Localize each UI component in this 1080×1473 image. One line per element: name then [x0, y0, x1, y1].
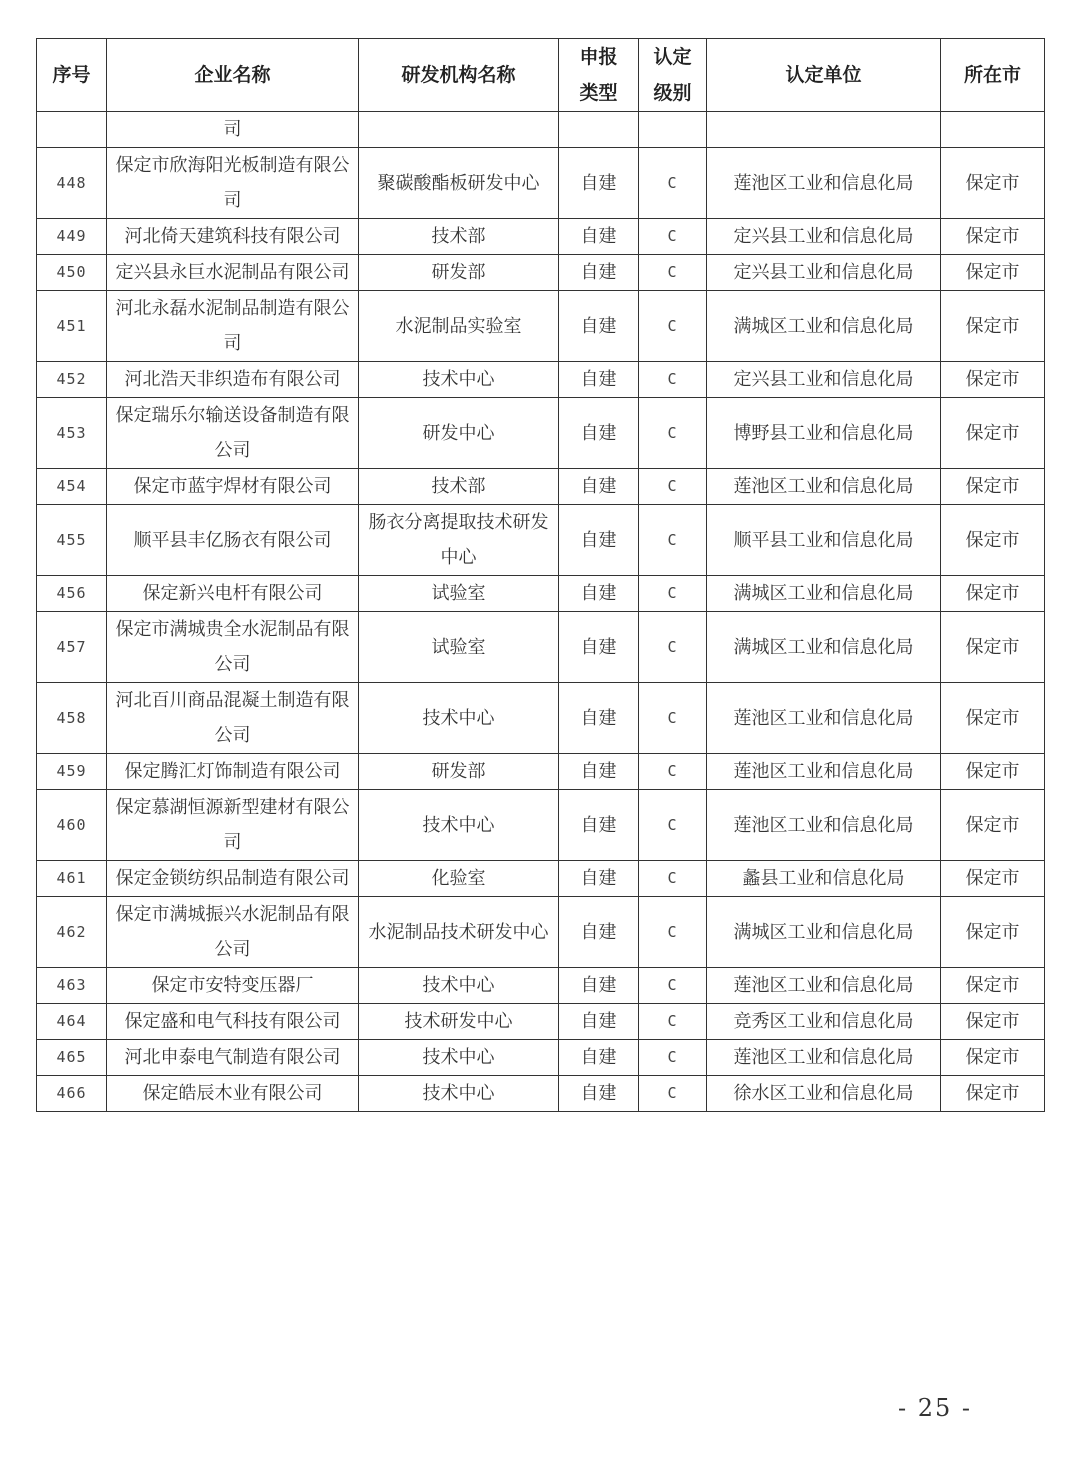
cell-seq — [37, 112, 107, 148]
table-row — [37, 505, 1045, 576]
cell-authority: 竞秀区工业和信息化局 — [707, 1004, 941, 1040]
header-row — [37, 39, 1045, 112]
cell-institution: 技术中心 — [359, 1040, 559, 1076]
cell-authority: 蠡县工业和信息化局 — [707, 861, 941, 897]
table-row — [37, 897, 1045, 968]
cell-authority: 满城区工业和信息化局 — [707, 576, 941, 612]
cell-city: 保定市 — [941, 576, 1045, 612]
cell-city: 保定市 — [941, 469, 1045, 505]
continuation-row — [37, 112, 1045, 148]
cell-company: 河北倚天建筑科技有限公司 — [107, 219, 359, 255]
cell-seq: 466 — [37, 1076, 107, 1112]
cell-company: 保定瑞乐尔输送设备制造有限公司 — [107, 398, 359, 469]
cell-company: 保定市欣海阳光板制造有限公司 — [107, 148, 359, 219]
table-row — [37, 1076, 1045, 1112]
cell-level: C — [639, 362, 707, 398]
cell-seq: 454 — [37, 469, 107, 505]
cell-institution: 研发部 — [359, 754, 559, 790]
cell-authority: 定兴县工业和信息化局 — [707, 362, 941, 398]
cell-type: 自建 — [559, 148, 639, 219]
cell-authority: 满城区工业和信息化局 — [707, 897, 941, 968]
cell-company: 保定市满城振兴水泥制品有限公司 — [107, 897, 359, 968]
cell-type: 自建 — [559, 469, 639, 505]
cell-level: C — [639, 790, 707, 861]
cell-type: 自建 — [559, 291, 639, 362]
cell-level: C — [639, 505, 707, 576]
cell-company: 保定皓辰木业有限公司 — [107, 1076, 359, 1112]
cell-level: C — [639, 576, 707, 612]
table-row — [37, 861, 1045, 897]
table-row — [37, 968, 1045, 1004]
cell-city: 保定市 — [941, 861, 1045, 897]
cell-authority: 莲池区工业和信息化局 — [707, 1040, 941, 1076]
cell-seq: 451 — [37, 291, 107, 362]
cell-institution: 技术部 — [359, 219, 559, 255]
cell-authority: 满城区工业和信息化局 — [707, 612, 941, 683]
cell-institution: 技术中心 — [359, 790, 559, 861]
cell-authority: 莲池区工业和信息化局 — [707, 968, 941, 1004]
cell-seq: 453 — [37, 398, 107, 469]
cell-authority: 顺平县工业和信息化局 — [707, 505, 941, 576]
cell-seq: 457 — [37, 612, 107, 683]
cell-level: C — [639, 398, 707, 469]
table-row — [37, 1004, 1045, 1040]
cell-type: 自建 — [559, 897, 639, 968]
cell-seq: 461 — [37, 861, 107, 897]
cell-city — [941, 112, 1045, 148]
cell-type: 自建 — [559, 1076, 639, 1112]
cell-seq: 448 — [37, 148, 107, 219]
cell-city: 保定市 — [941, 219, 1045, 255]
cell-authority: 定兴县工业和信息化局 — [707, 255, 941, 291]
cell-company: 司 — [107, 112, 359, 148]
cell-type: 自建 — [559, 576, 639, 612]
cell-type: 自建 — [559, 683, 639, 754]
cell-city: 保定市 — [941, 291, 1045, 362]
table-row — [37, 612, 1045, 683]
cell-institution: 技术中心 — [359, 968, 559, 1004]
cell-level: C — [639, 291, 707, 362]
cell-company: 保定市蓝宇焊材有限公司 — [107, 469, 359, 505]
cell-authority: 博野县工业和信息化局 — [707, 398, 941, 469]
cell-company: 保定市安特变压器厂 — [107, 968, 359, 1004]
cell-company: 保定腾汇灯饰制造有限公司 — [107, 754, 359, 790]
cell-type: 自建 — [559, 505, 639, 576]
cell-level — [639, 112, 707, 148]
cell-authority: 莲池区工业和信息化局 — [707, 754, 941, 790]
cell-city: 保定市 — [941, 897, 1045, 968]
cell-seq: 452 — [37, 362, 107, 398]
cell-city: 保定市 — [941, 148, 1045, 219]
cell-city: 保定市 — [941, 1004, 1045, 1040]
cell-seq: 464 — [37, 1004, 107, 1040]
table-row — [37, 291, 1045, 362]
cell-seq: 450 — [37, 255, 107, 291]
cell-company: 河北浩天非织造布有限公司 — [107, 362, 359, 398]
cell-seq: 460 — [37, 790, 107, 861]
cell-city: 保定市 — [941, 612, 1045, 683]
cell-city: 保定市 — [941, 398, 1045, 469]
cell-company: 河北申泰电气制造有限公司 — [107, 1040, 359, 1076]
cell-type: 自建 — [559, 612, 639, 683]
cell-level: C — [639, 148, 707, 219]
header-seq: 序号 — [37, 39, 107, 112]
cell-company: 河北百川商品混凝土制造有限公司 — [107, 683, 359, 754]
header-level: 认定 级别 — [639, 39, 707, 112]
cell-institution: 水泥制品技术研发中心 — [359, 897, 559, 968]
cell-seq: 459 — [37, 754, 107, 790]
cell-institution: 技术中心 — [359, 683, 559, 754]
cell-authority: 莲池区工业和信息化局 — [707, 148, 941, 219]
table-row — [37, 219, 1045, 255]
cell-level: C — [639, 754, 707, 790]
cell-level: C — [639, 469, 707, 505]
cell-level: C — [639, 1076, 707, 1112]
cell-city: 保定市 — [941, 1076, 1045, 1112]
table-row — [37, 148, 1045, 219]
cell-institution: 研发部 — [359, 255, 559, 291]
cell-level: C — [639, 683, 707, 754]
cell-type: 自建 — [559, 362, 639, 398]
cell-institution: 技术部 — [359, 469, 559, 505]
cell-city: 保定市 — [941, 683, 1045, 754]
cell-city: 保定市 — [941, 754, 1045, 790]
header-type: 申报 类型 — [559, 39, 639, 112]
cell-level: C — [639, 897, 707, 968]
cell-seq: 456 — [37, 576, 107, 612]
cell-seq: 463 — [37, 968, 107, 1004]
cell-level: C — [639, 1004, 707, 1040]
cell-company: 保定市满城贵全水泥制品有限公司 — [107, 612, 359, 683]
cell-seq: 462 — [37, 897, 107, 968]
cell-authority: 莲池区工业和信息化局 — [707, 790, 941, 861]
table-row — [37, 1040, 1045, 1076]
cell-city: 保定市 — [941, 505, 1045, 576]
cell-institution: 技术中心 — [359, 1076, 559, 1112]
cell-institution — [359, 112, 559, 148]
cell-institution: 试验室 — [359, 576, 559, 612]
cell-type: 自建 — [559, 398, 639, 469]
cell-type: 自建 — [559, 1004, 639, 1040]
header-company: 企业名称 — [107, 39, 359, 112]
cell-institution: 水泥制品实验室 — [359, 291, 559, 362]
cell-institution: 研发中心 — [359, 398, 559, 469]
records-table — [36, 38, 1045, 1112]
cell-type: 自建 — [559, 255, 639, 291]
cell-authority: 莲池区工业和信息化局 — [707, 683, 941, 754]
cell-authority: 满城区工业和信息化局 — [707, 291, 941, 362]
cell-institution: 化验室 — [359, 861, 559, 897]
header-institution: 研发机构名称 — [359, 39, 559, 112]
cell-authority — [707, 112, 941, 148]
cell-level: C — [639, 219, 707, 255]
table-row — [37, 790, 1045, 861]
cell-institution: 试验室 — [359, 612, 559, 683]
cell-city: 保定市 — [941, 968, 1045, 1004]
cell-city: 保定市 — [941, 362, 1045, 398]
cell-seq: 465 — [37, 1040, 107, 1076]
cell-seq: 449 — [37, 219, 107, 255]
cell-institution: 技术研发中心 — [359, 1004, 559, 1040]
cell-type: 自建 — [559, 1040, 639, 1076]
cell-company: 保定新兴电杆有限公司 — [107, 576, 359, 612]
cell-level: C — [639, 1040, 707, 1076]
cell-institution: 聚碳酸酯板研发中心 — [359, 148, 559, 219]
cell-level: C — [639, 255, 707, 291]
cell-type: 自建 — [559, 790, 639, 861]
table-row — [37, 398, 1045, 469]
cell-institution: 技术中心 — [359, 362, 559, 398]
cell-type: 自建 — [559, 861, 639, 897]
cell-authority: 定兴县工业和信息化局 — [707, 219, 941, 255]
cell-city: 保定市 — [941, 1040, 1045, 1076]
table-row — [37, 683, 1045, 754]
table-row — [37, 469, 1045, 505]
table-row — [37, 362, 1045, 398]
cell-authority: 莲池区工业和信息化局 — [707, 469, 941, 505]
cell-city: 保定市 — [941, 255, 1045, 291]
page-number: - 25 - — [898, 1394, 973, 1422]
cell-company: 顺平县丰亿肠衣有限公司 — [107, 505, 359, 576]
cell-institution: 肠衣分离提取技术研发中心 — [359, 505, 559, 576]
cell-level: C — [639, 861, 707, 897]
table-row — [37, 255, 1045, 291]
cell-company: 河北永磊水泥制品制造有限公司 — [107, 291, 359, 362]
header-city: 所在市 — [941, 39, 1045, 112]
cell-company: 保定盛和电气科技有限公司 — [107, 1004, 359, 1040]
cell-company: 定兴县永巨水泥制品有限公司 — [107, 255, 359, 291]
cell-city: 保定市 — [941, 790, 1045, 861]
table-row — [37, 754, 1045, 790]
cell-seq: 458 — [37, 683, 107, 754]
cell-type: 自建 — [559, 219, 639, 255]
cell-type — [559, 112, 639, 148]
cell-authority: 徐水区工业和信息化局 — [707, 1076, 941, 1112]
cell-level: C — [639, 612, 707, 683]
cell-type: 自建 — [559, 754, 639, 790]
cell-type: 自建 — [559, 968, 639, 1004]
cell-level: C — [639, 968, 707, 1004]
cell-seq: 455 — [37, 505, 107, 576]
cell-company: 保定金锁纺织品制造有限公司 — [107, 861, 359, 897]
table-row — [37, 576, 1045, 612]
cell-company: 保定慕湖恒源新型建材有限公司 — [107, 790, 359, 861]
header-authority: 认定单位 — [707, 39, 941, 112]
